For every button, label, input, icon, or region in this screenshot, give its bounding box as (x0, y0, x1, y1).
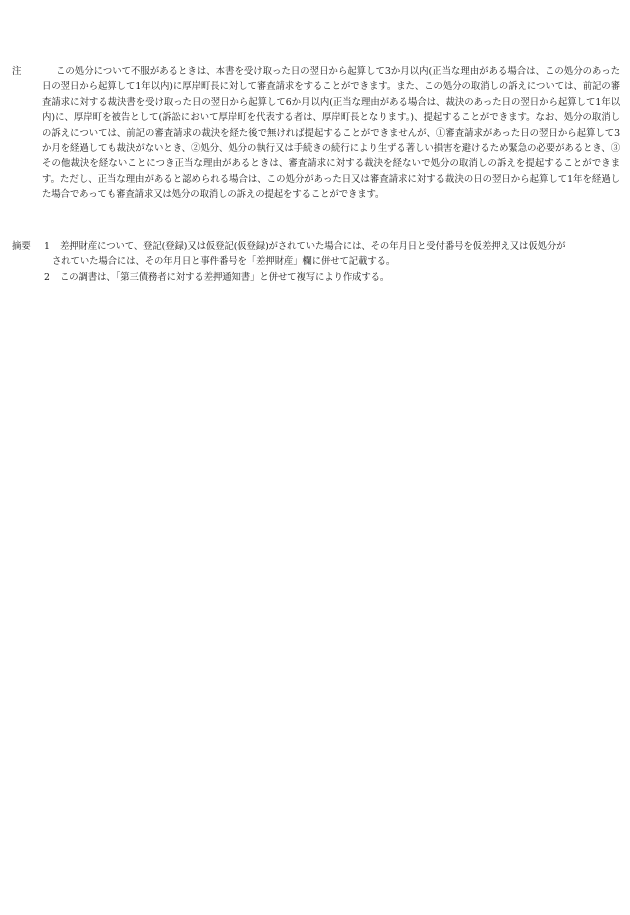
summary-section (12, 239, 620, 285)
note-text: この処分について不服があるときは、本書を受け取った日の翌日から起算して3か月以内(正当な理由がある場合は、この処分のあった日の翌日から起算して1年以内)に厚岸町長に対して審査請求をすることができます。また、この処分の取消しの訴えについては、前記の審査請求に対する裁決書を受け取った日の翌日から起算して6か月以内(正当な理由がある場合は、裁決のあった日の翌日から起算して1年以内)に、厚岸町を被告として(訴訟において厚岸町を代表する者は、厚岸町長となります。)、提起することができます。なお、処分の取消しの訴えについては、前記の審査請求の裁決を経た後で無ければ提起することができませんが、①審査請求があった日の翌日から起算して3か月を経過しても裁決がないとき、②処分、処分の執行又は手続きの続行により生ずる著しい損害を避けるため緊急の必要があるとき、③その他裁決を経ないことにつき正当な理由があるときは、審査請求に対する裁決を経ないで処分の取消しの訴えを提起することができます。ただし、正当な理由があると認められる場合は、この処分があった日又は審査請求に対する裁決の日の翌日から起算して1年を経過した場合であっても審査請求又は処分の取消しの訴えの提起をすることができます。 (42, 66, 620, 201)
summary-item-text-line2: されていた場合には、その年月日と事件番号を「差押財産」欄に併せて記載する。 (52, 256, 396, 268)
summary-item-number: 1 (44, 241, 50, 252)
note-label: 注 (12, 66, 22, 77)
summary-item-text-line1: 差押財産について、登記(登録)又は仮登記(仮登録)がされていた場合には、その年月日と受付番号を仮差押え又は仮処分が (60, 241, 566, 252)
summary-item (44, 270, 620, 285)
summary-item (44, 239, 620, 270)
summary-label: 摘要 (12, 241, 31, 252)
summary-item-text: この調書は、「第三債務者に対する差押通知書」と併せて複写により作成する。 (60, 271, 390, 283)
appeal-notice (12, 64, 620, 203)
summary-item-number: 2 (44, 271, 50, 283)
